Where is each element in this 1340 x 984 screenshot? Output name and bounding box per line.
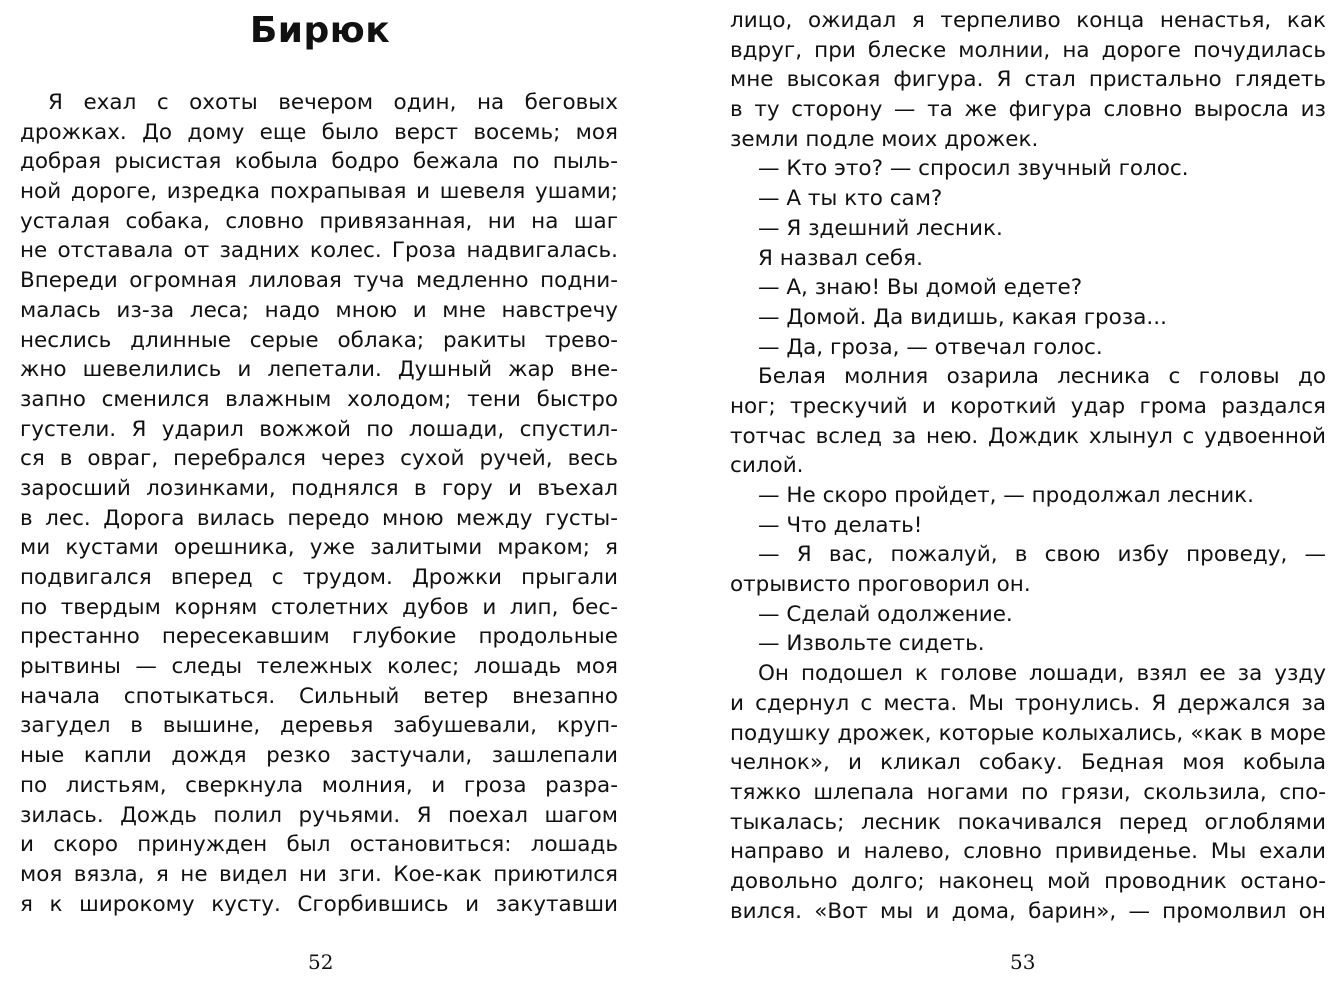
text-line: тыкалась; лесник покачивался перед оглоблями — [730, 809, 1326, 835]
text-line: вдруг, при блеске молнии, на дороге почудилась — [730, 37, 1326, 63]
text-line: Я ехал с охоты вечером один, на беговых — [48, 90, 618, 115]
text-line: ми кустами орешника, уже залитыми мраком; я — [20, 535, 618, 561]
text-line: Белая молния озарила лесника с головы до — [758, 364, 1326, 390]
text-line: — Я здешний лесник. — [758, 215, 1003, 241]
text-line: начала спотыкаться. Сильный ветер внезапно — [20, 683, 618, 709]
text-line: тотчас вслед за нею. Дождик хлынул с удвоенной — [730, 423, 1326, 449]
text-line: земли подле моих дрожек. — [730, 126, 1039, 152]
text-line: моя вязла, я не видел ни зги. Кое-как приютился — [20, 861, 618, 887]
text-line: я к широкому кусту. Сгорбившись и закутавши — [20, 891, 618, 917]
text-line: — Не скоро пройдет, — продолжал лесник. — [758, 483, 1254, 508]
text-line: густели. Я ударил вожжой по лошади, спустил- — [20, 416, 618, 442]
text-line: ные капли дождя резко застучали, зашлепали — [20, 743, 618, 769]
text-line: направо и налево, словно привиденье. Мы ехали — [730, 839, 1326, 865]
right-page — [670, 0, 1340, 984]
page-number: 52 — [308, 950, 334, 974]
text-line: — А ты кто сам? — [758, 186, 943, 212]
right-page-text — [730, 6, 1326, 926]
text-line: — А, знаю! Вы домой едете? — [758, 275, 1083, 301]
text-line: — Домой. Да видишь, какая гроза... — [758, 304, 1167, 330]
text-line: ног; трескучий и короткий удар грома раздался — [730, 393, 1326, 419]
text-line: — Кто это? — спросил звучный голос. — [758, 156, 1189, 182]
left-page-text — [20, 88, 618, 919]
text-line: отрывисто проговорил он. — [730, 572, 1031, 598]
text-line: вился. «Вот мы и дома, барин», — промолвил он — [730, 898, 1326, 924]
text-line: по листьям, сверкнула молния, и гроза разра- — [20, 772, 618, 798]
text-line: усталая собака, словно привязанная, ни на шаг — [20, 208, 618, 234]
text-line: Я назвал себя. — [758, 245, 923, 271]
page-number: 53 — [1010, 950, 1036, 974]
text-line: добрая рысистая кобыла бодро бежала по пыль- — [20, 149, 618, 175]
text-line: зилась. Дождь полил ручьями. Я поехал шагом — [20, 802, 618, 828]
text-line: ся в овраг, перебрался через сухой ручей, весь — [20, 446, 618, 472]
text-line: в ту сторону — та же фигура словно выросла из — [730, 97, 1326, 123]
text-line: заросший лозинками, поднялся в гору и въехал — [20, 475, 618, 501]
text-line: престанно пересекавшим глубокие продольные — [20, 624, 618, 650]
text-line: довольно долго; наконец мой проводник остано- — [730, 868, 1326, 894]
text-line: подушку дрожек, которые колыхались, «как в море — [730, 720, 1326, 746]
text-line: Он подошел к голове лошади, взял ее за узду — [758, 661, 1326, 687]
text-line: подвигался вперед с трудом. Дрожки прыгали — [20, 565, 618, 590]
text-line: Впереди огромная лиловая туча медленно подни- — [20, 268, 618, 294]
text-line: загудел в вышине, деревья забушевали, круп- — [20, 713, 618, 739]
text-line: мне высокая фигура. Я стал пристально глядеть — [730, 67, 1326, 93]
text-line: неслись длинные серые облака; ракиты трево- — [20, 327, 618, 353]
text-line: и скоро принужден был остановиться: лошадь — [20, 832, 618, 858]
text-line: в лес. Дорога вилась передо мною между густы- — [20, 505, 618, 531]
text-line: жно шевелились и лепетали. Душный жар вне- — [20, 357, 618, 383]
text-line: силой. — [730, 453, 804, 479]
text-line: — Сделай одолжение. — [758, 601, 1013, 627]
text-line: дрожках. До дому еще было верст восемь; моя — [20, 119, 618, 145]
text-line: малась из-за леса; надо мною и мне навстречу — [20, 297, 618, 323]
text-line: рытвины — следы тележных колес; лошадь моя — [20, 654, 618, 680]
text-line: и сдернул с места. Мы тронулись. Я держался за — [730, 690, 1326, 716]
text-line: челнок», и кликал собаку. Бедная моя кобыла — [730, 750, 1326, 776]
text-line: по твердым корням столетних дубов и лип, бес- — [20, 594, 618, 620]
text-line: ной дороге, изредка похрапывая и шевеля ушами; — [20, 179, 618, 205]
text-line: тяжко шлепала ногами по грязи, скользила, спо- — [730, 779, 1326, 805]
text-line: — Я вас, пожалуй, в свою избу проведу, — — [758, 542, 1326, 568]
text-line: запно сменился влажным холодом; тени быстро — [20, 386, 618, 412]
text-line: — Да, гроза, — отвечал голос. — [758, 334, 1103, 360]
text-line: — Что делать! — [758, 512, 923, 538]
text-line: лицо, ожидал я терпеливо конца ненастья, как — [730, 8, 1326, 33]
text-line: не отставала от задних колес. Гроза надвигалась. — [20, 238, 618, 264]
page-title: Бирюк — [249, 10, 391, 51]
text-line: — Извольте сидеть. — [758, 631, 985, 657]
